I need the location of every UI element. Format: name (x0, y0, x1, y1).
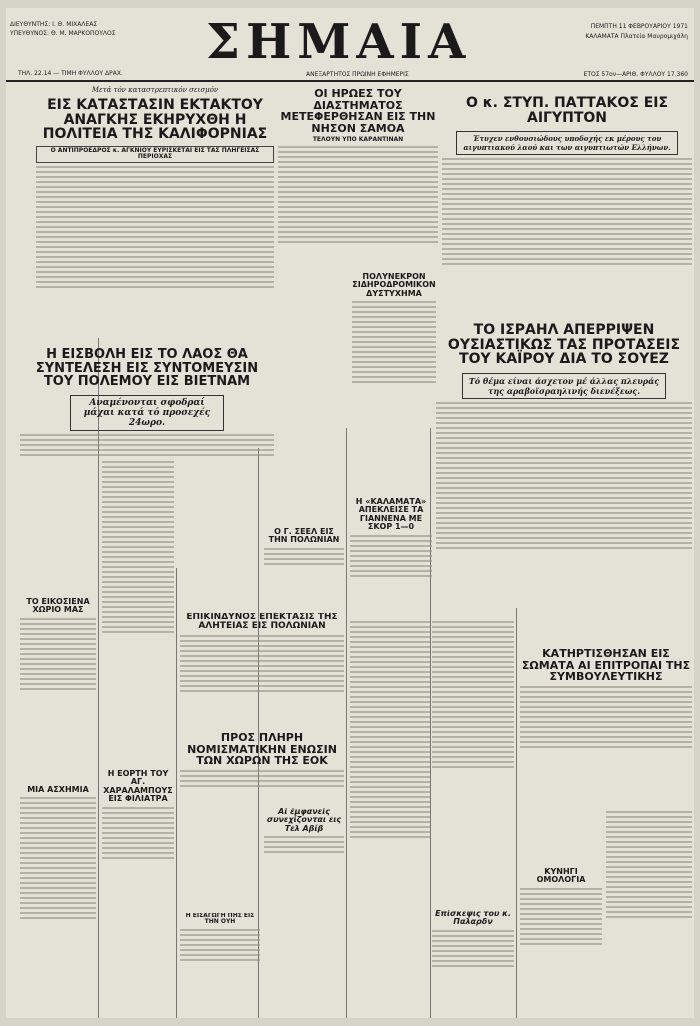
story-headline: Ο κ. ΣΤΥΠ. ΠΑΤΤΑΚΟΣ ΕΙΣ ΑΙΓΥΠΤΟΝ (465, 96, 669, 126)
story-body (520, 888, 602, 945)
story-astronauts (278, 88, 438, 268)
story-headline: Η «ΚΑΛΑΜΑΤΑ» ΑΠΕΚΛΕΙΣΕ ΤΑ ΓΙΑΝΝΕΝΑ ΜΕ ΣΚΟΡ 1—0 (355, 498, 427, 532)
story-subheadline: ΤΕΛΟΥΝ ΥΠΟ ΚΑΡΑΝΤΙΝΑΝ (312, 136, 404, 144)
story-headline: Επίσκεψις του κ. Παλαρδν (435, 910, 511, 927)
credit-line: ΔΙΕΥΘΥΝΤΗΣ: Ι. Θ. ΜΙΧΑΛΕΑΣ (10, 21, 98, 28)
story-body (264, 836, 344, 853)
story-poland-riots (180, 613, 344, 723)
story-box: Αναμένονται σφοδραί μάχαι κατά τό προσεχές 24ωρο. (70, 395, 224, 431)
story-headline: ΟΙ ΗΡΩΕΣ ΤΟΥ ΔΙΑΣΤΗΜΑΤΟΣ ΜΕΤΕΦΕΡΘΗΣΑΝ ΕΙΣ ΤΗΝ ΝΗΣΟΝ ΣΑΜΟΑ (280, 88, 436, 135)
issue-date: ΠΕΜΠΤΗ 11 ΦΕΒΡΟΥΑΡΙΟΥ 1971 (590, 23, 688, 30)
masthead-left-credits (10, 20, 116, 38)
story-subheadline: Ο ΑΝΤΙΠΡΟΕΔΡΟΣ κ. ΑΓΚΝΙΟΥ ΕΥΡΙΣΚΕΤΑΙ ΕΙΣ ΤΑΣ ΠΛΗΓΕΙΣΑΣ ΠΕΡΙΟΧΑΣ (36, 146, 274, 163)
story-train-accident (352, 273, 436, 433)
story-box: Τό θέμα είναι άσχετον μέ άλλας πλευράς της αραβοϊσραηλινής διενέξεως. (462, 373, 666, 399)
story-filiatra (102, 770, 174, 880)
story-kicker: Μετά τόν καταστρεπτικόν σεισμόν (91, 86, 219, 94)
story-body (102, 807, 174, 859)
story-laos (20, 348, 274, 458)
issue-location: ΚΑΛΑΜΑΤΑ Πλατεία Μαυρομιχάλη (585, 33, 688, 40)
story-continuation (350, 618, 430, 1008)
credit-line: ΥΠΕΥΘΥΝΟΣ: Θ. Μ. ΜΑΡΚΟΠΟΥΛΟΣ (10, 30, 116, 37)
story-body (180, 635, 344, 692)
masthead (6, 8, 694, 88)
story-football (350, 498, 432, 608)
story-continuation (432, 618, 514, 898)
masthead-rule (6, 80, 694, 82)
story-headline: ΤΟ ΕΙΚΟΣΙΕΝΑ ΧΩΡΙΟ ΜΑΣ (26, 598, 90, 615)
year-issue-line: ΕΤΟΣ 57ον—ΑΡΙΘ. ΦΥΛΛΟΥ 17.360 (583, 71, 688, 78)
story-body (264, 548, 344, 565)
newspaper-title: ΣΗΜΑΙΑ (206, 14, 472, 70)
story-headline: ΠΡΟΣ ΠΛΗΡΗ ΝΟΜΙΣΜΑΤΙΚΗΝ ΕΝΩΣΙΝ ΤΩΝ ΧΩΡΩΝ ΤΗΣ ΕΟΚ (187, 732, 337, 768)
story-headline: Η ΕΙΣΒΟΛΗ ΕΙΣ ΤΟ ΛΑΟΣ ΘΑ ΣΥΝΤΕΛΕΣΗ ΕΙΣ ΣΥΝΤΟΜΕΥΣΙΝ ΤΟΥ ΠΟΛΕΜΟΥ ΕΙΣ ΒΙΕΤΝΑΜ (35, 348, 259, 390)
story-box: Έτυχεν ενθουσιώδους υποδοχής εκ μέρους του αιγυπτιακού λαού και των αιγυπτιωτών Ελλήνων. (456, 131, 678, 155)
story-body (436, 402, 692, 549)
story-headline: ΠΟΛΥΝΕΚΡΟΝ ΣΙΔΗΡΟΔΡΟΜΙΚΟΝ ΔΥΣΤΥΧΗΜΑ (352, 273, 436, 298)
story-continuation (102, 458, 174, 758)
story-hunting (520, 868, 602, 1008)
story-village (20, 598, 96, 738)
story-california (36, 86, 274, 336)
story-visit (432, 910, 514, 1010)
story-pattakos (442, 96, 692, 316)
story-eec (180, 732, 344, 812)
story-body (20, 434, 274, 458)
phone-price-line: ΤΗΛ. 22.14 — ΤΙΜΗ ΦΥΛΛΟΥ ΔΡΑΧ. (18, 70, 123, 77)
story-headline: ΤΟ ΙΣΡΑΗΛ ΑΠΕΡΡΙΨΕΝ ΟΥΣΙΑΣΤΙΚΩΣ ΤΑΣ ΠΡΟΤΑΣΕΙΣ ΤΟΥ ΚΑΪΡΟΥ ΔΙΑ ΤΟ ΣΟΥΕΖ (447, 323, 681, 368)
story-seel (264, 528, 344, 588)
story-body (520, 686, 692, 748)
story-body (352, 301, 436, 383)
story-ugliness (20, 786, 96, 1006)
story-body (442, 158, 692, 265)
story-continuation (606, 808, 692, 1008)
masthead-right-info (585, 22, 688, 42)
story-body (180, 770, 344, 787)
story-body (20, 797, 96, 919)
story-headline: Η ΕΟΡΤΗ ΤΟΥ ΑΓ. ΧΑΡΑΛΑΜΠΟΥΣ ΕΙΣ ΦΙΛΙΑΤΡΑ (103, 770, 173, 804)
newspaper-page (6, 8, 694, 1018)
story-body (180, 929, 260, 961)
story-headline: Ο Γ. ΣΕΕΛ ΕΙΣ ΤΗΝ ΠΟΛΩΝΙΑΝ (268, 528, 340, 545)
story-headline: Η ΕΙΣΑΓΩΓΗ ΠΗΣ ΕΙΣ ΤΗΝ ΟΥΗ (185, 913, 255, 926)
story-body (36, 166, 274, 288)
column-rule (516, 608, 517, 1018)
story-body (432, 930, 514, 967)
story-headline: ΚΑΤΗΡΤΙΣΘΗΣΑΝ ΕΙΣ ΣΩΜΑΤΑ ΑΙ ΕΠΙΤΡΟΠΑΙ ΤΗΣ ΣΥΜΒΟΥΛΕΥΤΙΚΗΣ (521, 648, 691, 684)
column-rule (176, 568, 177, 1018)
story-israel (436, 323, 692, 613)
story-committees (520, 648, 692, 788)
story-headline: ΚΥΝΗΓΙ ΟΜΟΛΟΓΙΑ (536, 868, 586, 885)
story-body (20, 618, 96, 690)
story-headline: ΜΙΑ ΑΣΧΗΜΙΑ (27, 786, 89, 794)
tagline: ΑΝΕΞΑΡΤΗΤΟΣ ΠΡΩΙΝΗ ΕΦΗΜΕΡΙΣ (306, 71, 409, 78)
story-headline: ΕΙΣ ΚΑΤΑΣΤΑΣΙΝ ΕΚΤΑΚΤΟΥ ΑΝΑΓΚΗΣ ΕΚΗΡΥΧΘΗ Η ΠΟΛΙΤΕΙΑ ΤΗΣ ΚΑΛΙΦΟΡΝΙΑΣ (42, 97, 268, 143)
story-headline: ΕΠΙΚΙΝΔΥΝΟΣ ΕΠΕΚΤΑΣΙΣ ΤΗΣ ΑΛΗΤΕΙΑΣ ΕΙΣ ΠΟΛΩΝΙΑΝ (186, 613, 338, 632)
story-headline: Αί έμφανείς συνεχίζονται εις Τελ Αβίβ (266, 808, 342, 833)
column-rule (346, 428, 347, 1018)
story-body (278, 146, 438, 243)
story-oyh (180, 913, 260, 1003)
story-tel-aviv (264, 808, 344, 878)
story-body (350, 535, 432, 577)
